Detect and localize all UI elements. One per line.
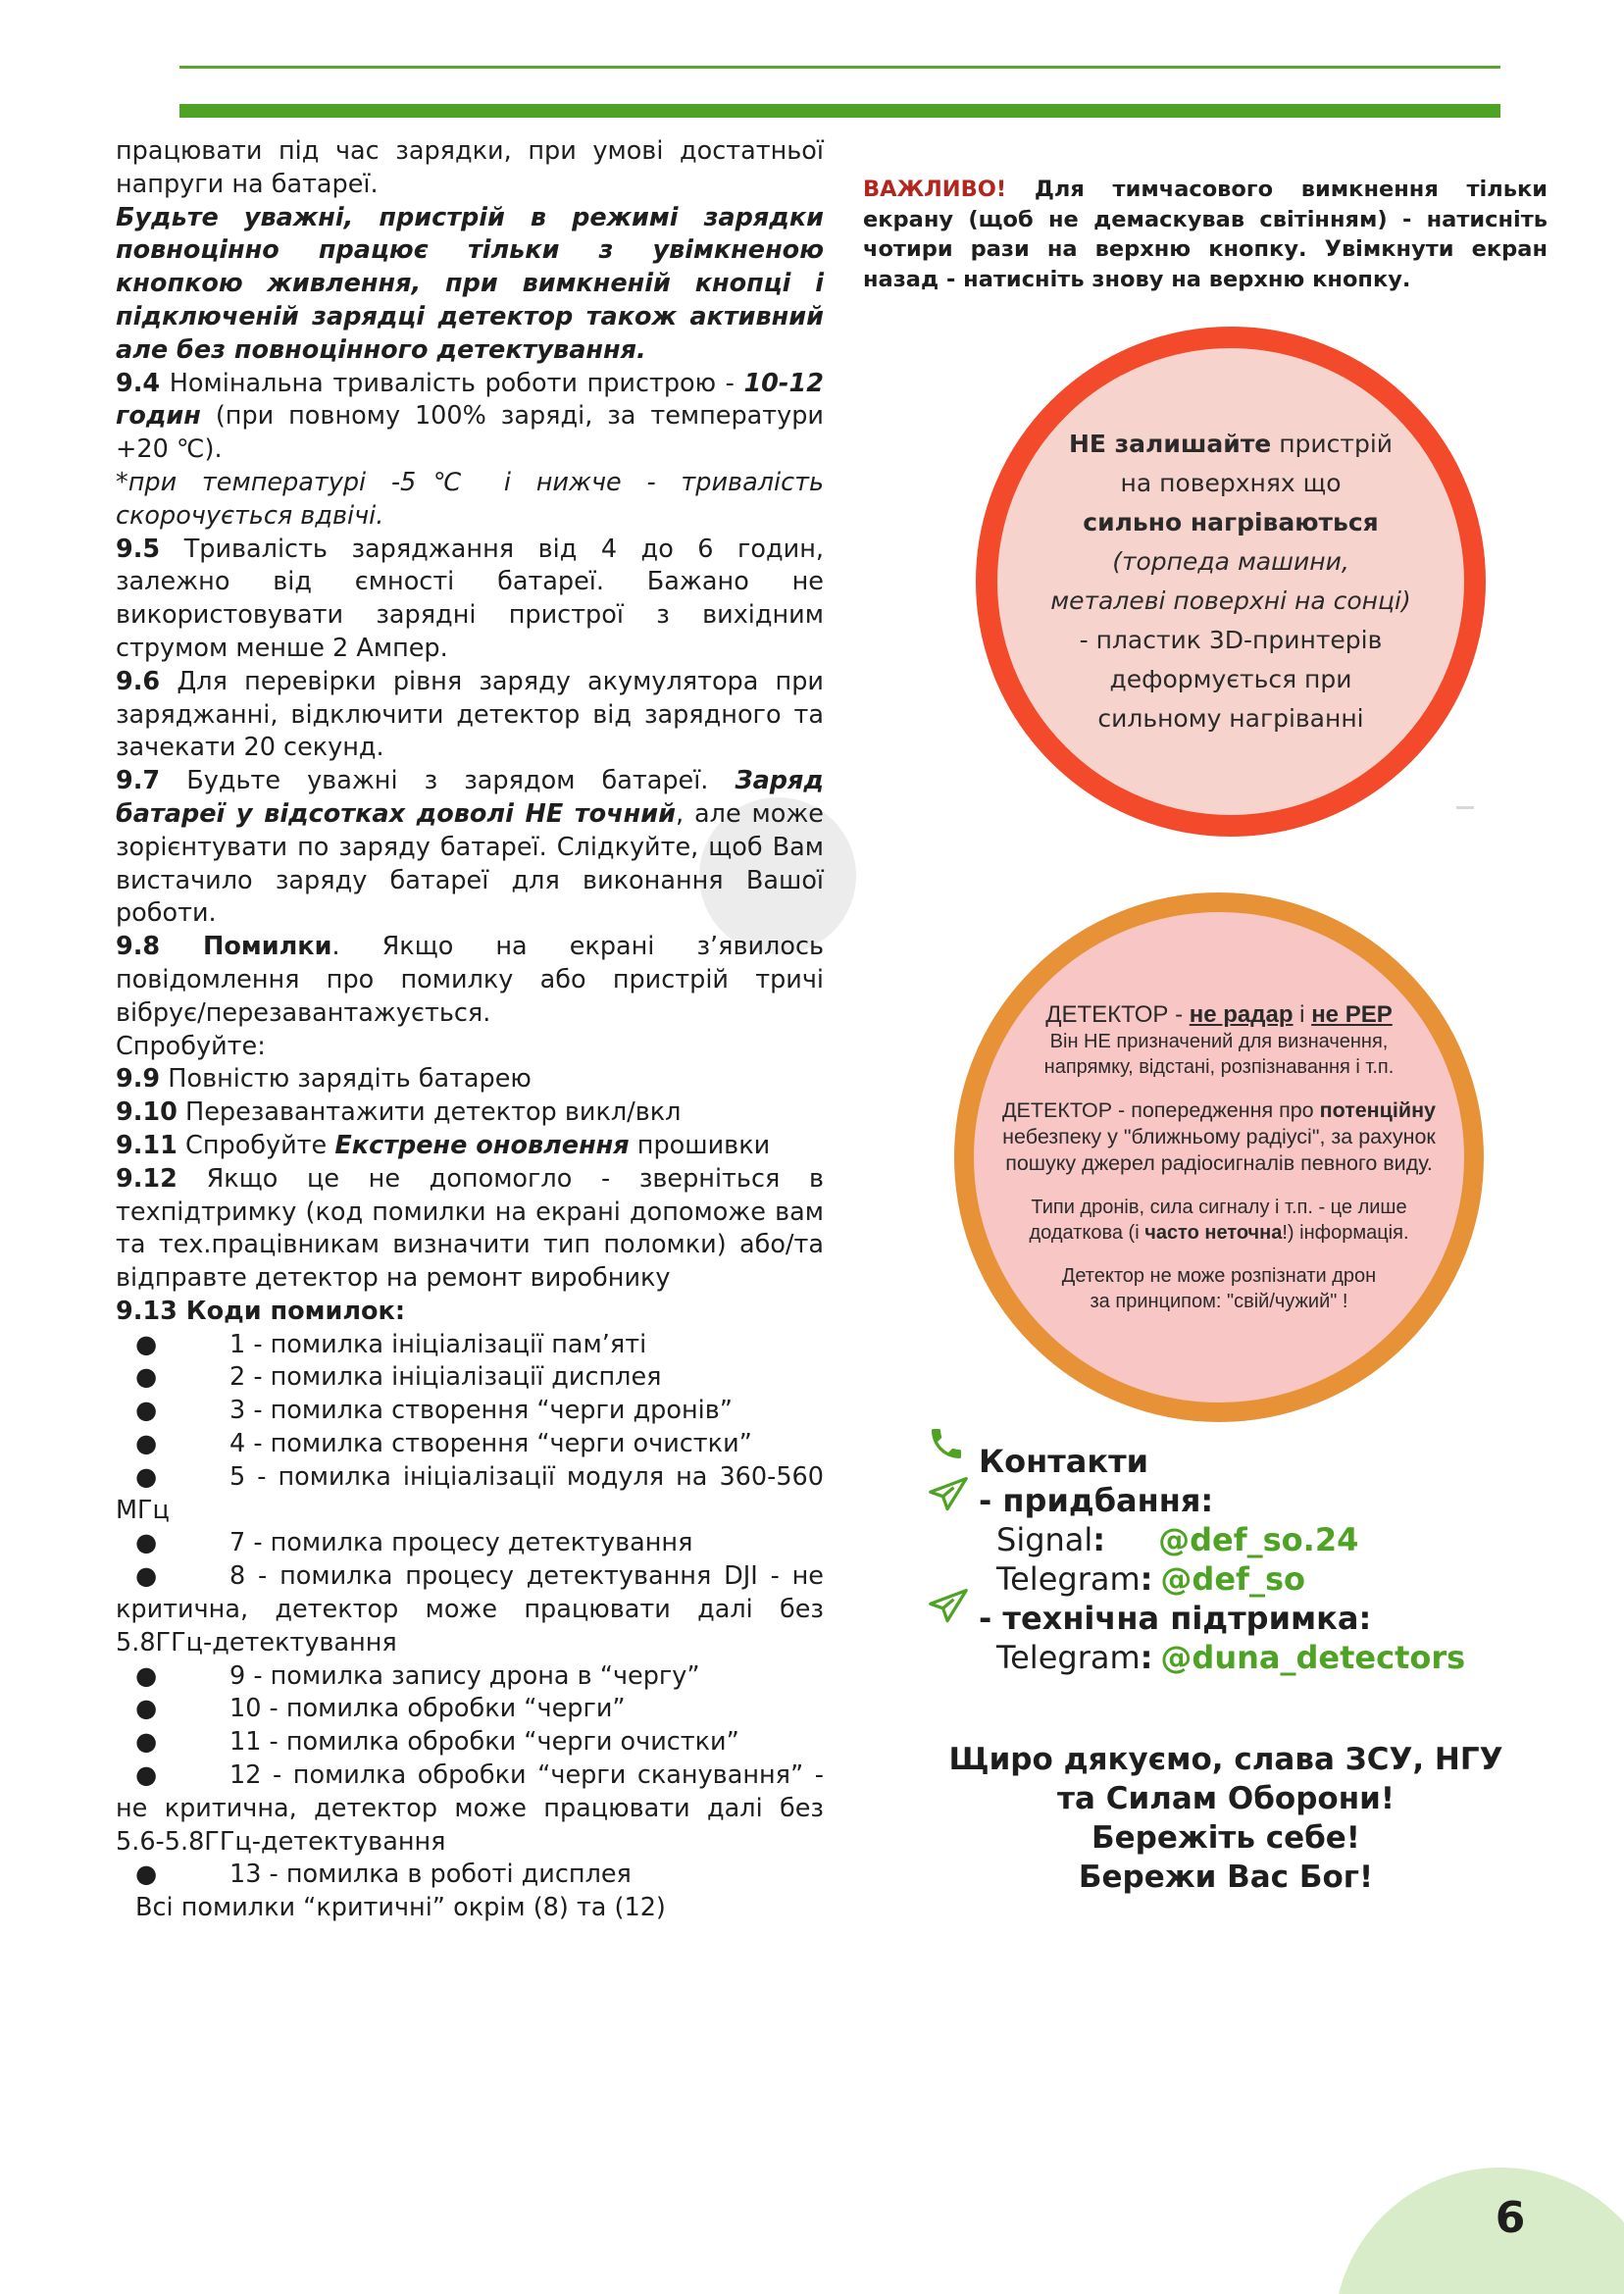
all-critical-note: Всі помилки “критичні” окрім (8) та (12) <box>135 1893 666 1923</box>
send-icon <box>927 1475 970 1523</box>
detector-info-circle: ДЕТЕКТОР - не радар і не РЕР Він НЕ призначений для визначення, напрямку, відстані, розпізнавання і т.п. ДЕТЕКТОР - попередження про потенційну небезпеку у "ближньому радіусі", за рахунок пошуку джерел радіосигналів певного виду. Типи дронів, сила сигналу і т.п. - це лише додаткова (і часто неточна!) інформація. Детектор не може розпізнати дрон за принципом: "свій/чужий" ! <box>954 892 1484 1422</box>
bullet-icon: ● <box>135 1362 158 1393</box>
header-rule-thin <box>179 66 1500 69</box>
thanks-block: Щиро дякуємо, слава ЗСУ, НГУ та Силам Оборони! Бережіть себе! Бережи Вас Бог! <box>948 1742 1503 1895</box>
bullet-icon: ● <box>135 1760 158 1791</box>
support-row: - технічна підтримка: <box>927 1599 1564 1638</box>
list-item: ● 13 - помилка в роботі дисплея <box>116 1859 824 1892</box>
list-item: ● 12 - помилка обробки “черги сканування” - не критична, детектор може працювати далі без 5.6-5.8ГГц-детектування <box>116 1760 824 1857</box>
section-9-9: 9.9 Повністю зарядіть батарею <box>116 1064 532 1095</box>
signal-handle[interactable]: @def_so.24 <box>1158 1521 1359 1558</box>
header-rule-thick <box>179 104 1500 118</box>
support-handle[interactable]: @duna_detectors <box>1160 1639 1466 1676</box>
bullet-icon: ● <box>135 1660 158 1691</box>
purchase-row: - придбання: <box>927 1481 1564 1520</box>
temperature-note: *при температурі -5℃ і нижче - тривалість скорочується вдвічі. <box>116 467 824 531</box>
bullet-icon: ● <box>135 1727 158 1758</box>
section-9-4: 9.4 Номінальна тривалість роботи пристрою - 10-12 годин (при повному 100% заряді, за температури +20 ℃). <box>116 368 824 465</box>
telegram-handle[interactable]: @def_so <box>1160 1560 1305 1598</box>
send-icon <box>927 1587 970 1635</box>
intro-text: працювати під час зарядки, при умові достатньої напруги на батареї. <box>116 136 824 199</box>
list-item: ● 5 - помилка ініціалізації модуля на 360-560 МГц <box>116 1461 824 1525</box>
bullet-icon: ● <box>135 1329 158 1359</box>
section-9-6: 9.6 Для перевірки рівня заряду акумулятора при заряджанні, відключити детектор від зарядного та зачекати 20 секунд. <box>116 666 824 763</box>
list-item: ● 2 - помилка ініціалізації дисплея <box>116 1361 824 1395</box>
left-column <box>116 135 824 1925</box>
contacts-block <box>927 1442 1564 1677</box>
bullet-icon: ● <box>135 1396 158 1426</box>
bullet-icon: ● <box>135 1429 158 1459</box>
section-9-8: 9.8 Помилки. Якщо на екрані з’явилось повідомлення про помилку або пристрій тричі вібрує/перезавантажується. <box>116 932 824 1028</box>
section-9-10: 9.10 Перезавантажити детектор викл/вкл <box>116 1097 682 1128</box>
support-telegram-row: Telegram: @duna_detectors <box>996 1639 1466 1676</box>
list-item: ● 10 - помилка обробки “черги” <box>116 1693 824 1726</box>
heat-warning-circle: НЕ залишайте пристрій на поверхнях що сильно нагріваються (торпеда машини, металеві поверхні на сонці) - пластик 3D-принтерів деформується при сильному нагріванні <box>976 327 1486 837</box>
bullet-icon: ● <box>135 1528 158 1558</box>
contacts-title-row: Контакти <box>927 1442 1564 1481</box>
charging-warning: Будьте уважні, пристрій в режимі зарядки повноцінно працює тільки з увімкненою кнопкою живлення, при вимкненій кнопці і підключеній зарядці детектор також активний але без повноцінного детектування. <box>116 202 824 365</box>
bullet-icon: ● <box>135 1561 158 1592</box>
section-9-7: 9.7 Будьте уважні з зарядом батареї. Заряд батареї у відсотках доволі НЕ точний, але може зорієнтувати по заряду батареї. Слідкуйте, щоб Вам вистачило заряду батареї для виконання Вашої роботи. <box>116 766 824 929</box>
section-9-11: 9.11 Спробуйте Екстрене оновлення прошивки <box>116 1130 771 1160</box>
error-codes-heading: 9.13 Коди помилок: <box>116 1296 406 1326</box>
section-9-12: 9.12 Якщо це не допомогло - зверніться в техпідтримку (код помилки на екрані допоможе вам та тех.працівникам визначити тип поломки) або/та відправте детектор на ремонт виробнику <box>116 1163 824 1294</box>
important-label: ВАЖЛИВО! <box>863 177 1007 202</box>
list-item: ● 3 - помилка створення “черги дронів” <box>116 1395 824 1428</box>
page-number: 6 <box>1495 2193 1526 2243</box>
list-item: ● 7 - помилка процесу детектування <box>116 1527 824 1560</box>
important-note: ВАЖЛИВО! Для тимчасового вимкнення тільки екрану (щоб не демаскував світінням) - натисніть чотири рази на верхню кнопку. Увімкнути екран назад - натисніть знову на верхню кнопку. <box>863 177 1548 292</box>
list-item: ● 1 - помилка ініціалізації пам’яті <box>116 1329 824 1362</box>
bullet-icon: ● <box>135 1860 158 1890</box>
bullet-icon: ● <box>135 1461 158 1492</box>
try-label: Спробуйте: <box>116 1031 266 1061</box>
small-mark <box>1456 806 1474 809</box>
list-item: ● 11 - помилка обробки “черги очистки” <box>116 1726 824 1759</box>
list-item: ● 9 - помилка запису дрона в “чергу” <box>116 1660 824 1694</box>
list-item: ● 8 - помилка процесу детектування DJI - не критична, детектор може працювати далі без 5.8ГГц-детектування <box>116 1561 824 1657</box>
bullet-icon: ● <box>135 1694 158 1724</box>
phone-icon <box>927 1424 966 1472</box>
section-9-5: 9.5 Тривалість заряджання від 4 до 6 годин, залежно від ємності батареї. Бажано не використовувати зарядні пристрої з вихідним струмом менше 2 Ампер. <box>116 534 824 663</box>
telegram-row: Telegram: @def_so <box>996 1560 1305 1598</box>
list-item: ● 4 - помилка створення “черги очистки” <box>116 1428 824 1461</box>
signal-row: Signal: @def_so.24 <box>996 1521 1359 1558</box>
